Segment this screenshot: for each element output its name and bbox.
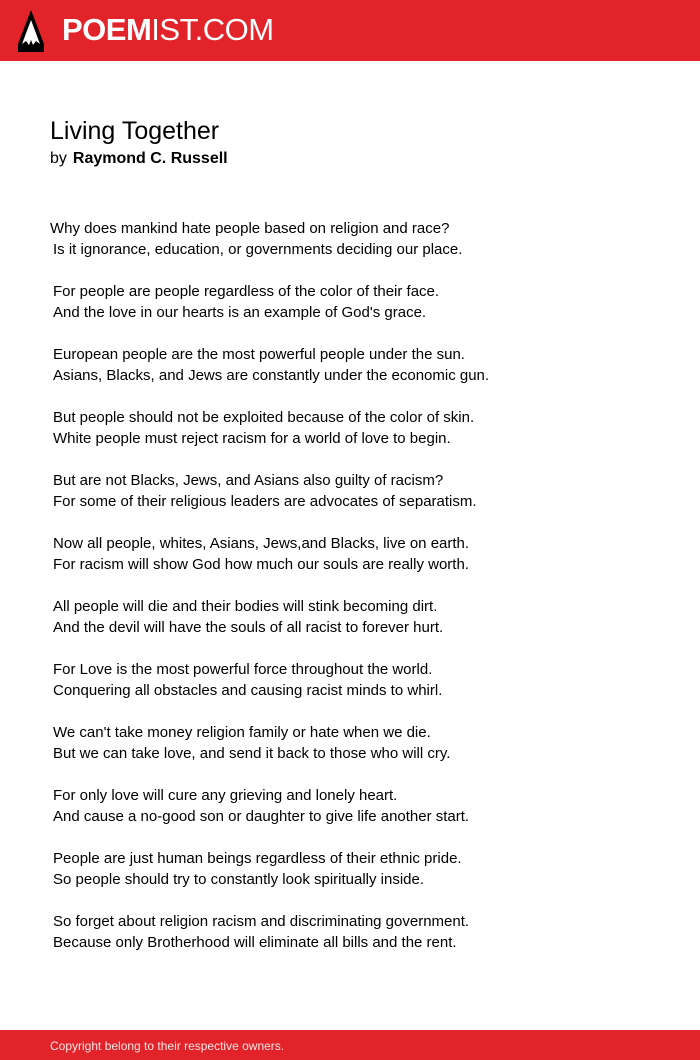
poem-line: For people are people regardless of the color of their face. [53,283,440,300]
poem-stanza [50,344,670,386]
copyright-text: Copyright belong to their respective owners. [50,1039,285,1053]
poem-line: For some of their religious leaders are advocates of separatism. [53,493,477,510]
poem-line: For racism will show God how much our souls are really worth. [53,556,469,573]
poem-stanza [50,659,670,701]
poem-title: Living Together [50,117,220,145]
poem-stanza [50,407,670,449]
poem-line: But are not Blacks, Jews, and Asians also guilty of racism? [53,472,444,489]
poem-line: We can't take money religion family or hate when we die. [53,724,431,741]
site-header [0,0,700,61]
poem-line: Is it ignorance, education, or governments deciding our place. [53,241,463,258]
poem-line: Asians, Blacks, and Jews are constantly under the economic gun. [53,367,490,384]
site-footer [0,1030,700,1060]
poem-line: Why does mankind hate people based on religion and race? [50,220,450,237]
brand-bold: POEM [62,12,152,47]
poem-line: All people will die and their bodies will stink becoming dirt. [53,598,438,615]
pencil-tip-icon[interactable] [18,10,44,52]
poem-line: European people are the most powerful people under the sun. [53,346,465,363]
poem-line: So forget about religion racism and discriminating government. [53,913,470,930]
poem-line: Because only Brotherhood will eliminate all bills and the rent. [53,934,457,951]
poem-line: Conquering all obstacles and causing racist minds to whirl. [53,682,443,699]
author-name: Raymond C. Russell [72,150,228,167]
poem-stanza [50,596,670,638]
poem-body [50,218,670,974]
poem-line: And the devil will have the souls of all racist to forever hurt. [53,619,444,636]
poem-stanza [50,218,670,260]
poem-line: Now all people, whites, Asians, Jews,and Blacks, live on earth. [53,535,470,552]
brand-rest: IST.COM [151,12,274,47]
poem-line: For only love will cure any grieving and lonely heart. [53,787,398,804]
site-logo-text[interactable] [62,12,274,48]
poem-stanza [50,470,670,512]
poem-line: For Love is the most powerful force throughout the world. [53,661,433,678]
poem-stanza [50,911,670,953]
poem-stanza [50,848,670,890]
poem-line: White people must reject racism for a world of love to begin. [53,430,451,447]
poem-line: And cause a no-good son or daughter to give life another start. [53,808,470,825]
poem-stanza [50,785,670,827]
poem-line: But people should not be exploited because of the color of skin. [53,409,475,426]
poem-line: So people should try to constantly look spiritually inside. [53,871,425,888]
by-label: by [50,150,67,167]
poem-stanza [50,533,670,575]
poem-line: People are just human beings regardless of their ethnic pride. [53,850,462,867]
byline [50,149,228,169]
poem-line: And the love in our hearts is an example of God's grace. [53,304,427,321]
poem-stanza [50,281,670,323]
poem-line: But we can take love, and send it back to those who will cry. [53,745,451,762]
poem-stanza [50,722,670,764]
